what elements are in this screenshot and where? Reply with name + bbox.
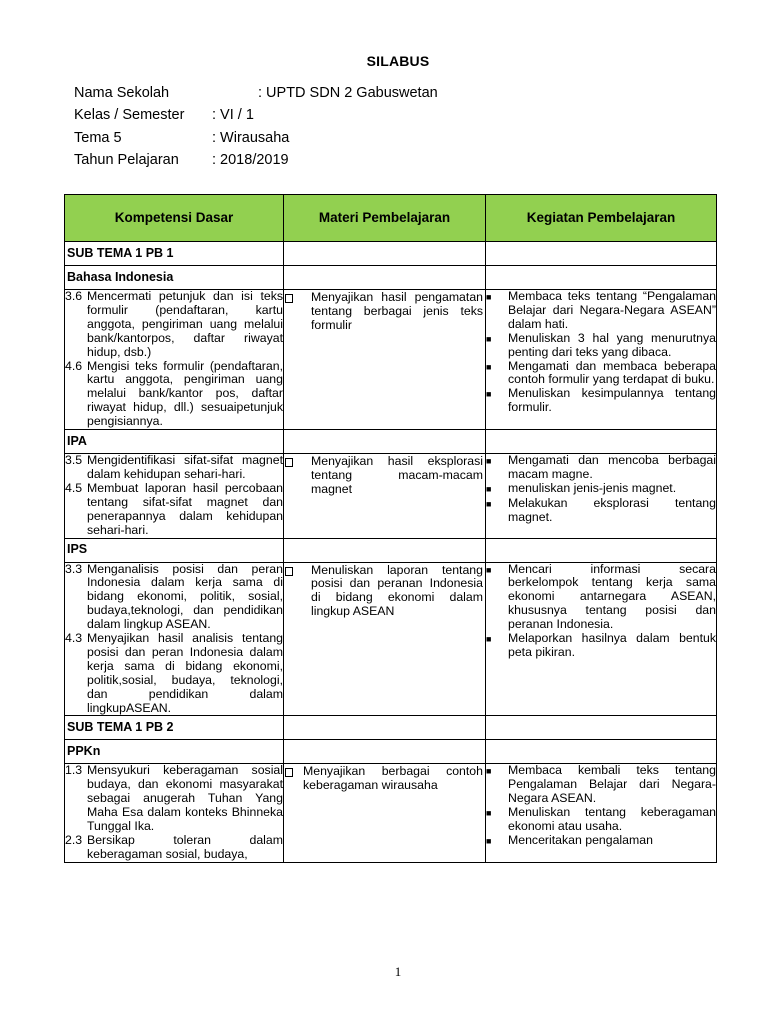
square-bullet-icon: ■ — [486, 292, 492, 302]
document-title: SILABUS — [366, 53, 430, 69]
list-item: ■ Mencari informasi secara berkelompok tentang kerja sama ekonomi antarnegara ASEAN, khususnya tentang posisi dan peranan Indonesia. — [486, 561, 716, 632]
info-label: Tahun Pelajaran — [74, 152, 179, 168]
kd-item — [65, 454, 283, 482]
subject-row-ipa — [65, 430, 717, 454]
kegiatan-cell — [486, 290, 717, 430]
square-bullet-icon: ■ — [486, 361, 492, 372]
subject-row-bahasa — [65, 266, 717, 290]
list-item: ■ Mengamati dan mencoba berbagai macam magne. — [486, 453, 716, 481]
materi-text: Menyajikan hasil eksplorasi tentang macam-macam magnet — [311, 454, 483, 496]
subject-label: Bahasa Indonesia — [65, 266, 284, 290]
kd-text: Mengisi teks formulir (pendaftaran, kartu anggota, pengiriman uang melalui bank/kantor pos, daftar riwayat hidup, dll.) sesuaipetunjuk pengisiannya. — [87, 358, 283, 429]
square-bullet-icon: ■ — [486, 483, 492, 494]
kd-number: 1.3 — [65, 763, 83, 778]
header-kompetensi-dasar: Kompetensi Dasar — [65, 195, 284, 242]
info-label: Kelas / Semester — [74, 107, 185, 123]
kd-text: Membuat laporan hasil percobaan tentang sifat-sifat magnet dan penerapannya dalam kehidupan sehari-hari. — [87, 480, 283, 537]
list-item: ■ Melaporkan hasilnya dalam bentuk peta pikiran. — [486, 631, 716, 659]
subject-row-ips — [65, 538, 717, 562]
kd-text: Menganalisis posisi dan peran Indonesia dalam kerja sama di bidang ekonomi, politik, sosial, budaya,teknologi, dan pendidikan dalam lingkup ASEAN. — [87, 561, 283, 632]
kd-text: Bersikap toleran dalam keberagaman sosial, budaya, — [87, 833, 283, 861]
kd-text: Mensyukuri keberagaman sosial budaya, dan ekonomi masyarakat sebagai anugerah Tuhan Yang Maha Esa dalam konteks Bhinneka Tunggal Ika. — [87, 763, 283, 834]
kompetensi-cell — [65, 562, 284, 716]
materi-cell — [284, 290, 486, 430]
kd-item — [65, 360, 283, 430]
kd-item — [65, 764, 283, 834]
content-row-ips — [65, 562, 717, 716]
content-row-ipa — [65, 454, 717, 538]
square-bullet-icon: ■ — [486, 766, 492, 777]
table-header-row — [65, 195, 717, 242]
square-bullet-icon: ■ — [486, 498, 492, 509]
list-item: ■ Membaca kembali teks tentang Pengalaman Belajar dari Negara-Negara ASEAN. — [486, 763, 716, 806]
square-bullet-icon: ■ — [486, 836, 492, 846]
info-value: : UPTD SDN 2 Gabuswetan — [258, 85, 438, 101]
subject-row-ppkn — [65, 740, 717, 764]
kd-number: 4.3 — [65, 631, 83, 646]
list-item: ■ Menuliskan 3 hal yang menurutnya penting dari teks yang dibaca. — [486, 330, 716, 359]
header-materi-pembelajaran: Materi Pembelajaran — [284, 195, 486, 242]
kd-item — [65, 563, 283, 633]
materi-text: Menyajikan hasil pengamatan tentang berbagai jenis teks formulir — [311, 290, 483, 332]
kompetensi-cell — [65, 454, 284, 538]
square-bullet-icon: ■ — [486, 634, 492, 645]
checkbox-glyph-icon — [285, 294, 293, 303]
materi-cell — [284, 454, 486, 538]
page-number: 1 — [394, 964, 402, 979]
subtema-row — [65, 716, 717, 740]
kd-number: 3.3 — [65, 561, 83, 576]
subtema-label: SUB TEMA 1 PB 2 — [65, 716, 284, 740]
checkbox-glyph-icon — [285, 567, 293, 576]
square-bullet-icon: ■ — [486, 456, 492, 467]
checkbox-glyph-icon — [285, 458, 293, 467]
square-bullet-icon: ■ — [486, 564, 492, 575]
kd-text: Mencermati petunjuk dan isi teks formulir (pendaftaran, kartu anggota, pengiriman uang melalui bank/kantorpos, daftar riwayat hidup, dsb.) — [87, 289, 283, 359]
materi-cell — [284, 764, 486, 862]
subject-label: PPKn — [65, 740, 284, 764]
info-value: : Wirausaha — [212, 130, 290, 146]
list-item: ■ Melakukan eksplorasi tentang magnet. — [486, 495, 716, 524]
content-row-bahasa — [65, 290, 717, 430]
kegiatan-cell — [486, 764, 717, 862]
kompetensi-cell — [65, 290, 284, 430]
kd-number: 3.5 — [65, 453, 83, 468]
kd-number: 4.5 — [65, 480, 83, 495]
subtema-row — [65, 242, 717, 266]
kegiatan-cell — [486, 454, 717, 538]
kd-number: 2.3 — [65, 833, 83, 847]
square-bullet-icon: ■ — [486, 389, 492, 400]
kd-item — [65, 482, 283, 538]
subject-label: IPA — [65, 430, 284, 454]
subject-label: IPS — [65, 538, 284, 562]
info-label: Tema 5 — [74, 130, 122, 146]
kegiatan-cell — [486, 562, 717, 716]
square-bullet-icon: ■ — [486, 808, 492, 819]
syllabus-table — [64, 194, 717, 863]
kd-text: Mengidentifikasi sifat-sifat magnet dalam kehidupan sehari-hari. — [87, 453, 283, 481]
square-bullet-icon: ■ — [486, 333, 492, 344]
list-item: ■ Menuliskan kesimpulannya tentang formulir. — [486, 386, 716, 415]
kd-number: 3.6 — [65, 289, 83, 303]
content-row-ppkn — [65, 764, 717, 862]
subtema-label: SUB TEMA 1 PB 1 — [65, 242, 284, 266]
kompetensi-cell — [65, 764, 284, 862]
materi-cell — [284, 562, 486, 716]
list-item: ■ Menceritakan pengalaman — [486, 833, 653, 847]
kd-item — [65, 632, 283, 715]
list-item: ■ Menuliskan tentang keberagaman ekonomi atau usaha. — [486, 805, 716, 834]
list-item: ■ menuliskan jenis-jenis magnet. — [486, 480, 677, 495]
materi-text: Menyajikan berbagai contoh keberagaman wirausaha — [303, 764, 483, 793]
checkbox-glyph-icon — [285, 768, 293, 777]
materi-text: Menuliskan laporan tentang posisi dan peranan Indonesia di bidang ekonomi dalam lingkup ASEAN — [311, 562, 483, 619]
kd-text: Menyajikan hasil analisis tentang posisi dan peran Indonesia dalam kerja sama di bidang ekonomi, politik,sosial, budaya, teknologi, dan pendidikan dalam lingkupASEAN. — [87, 631, 283, 715]
info-value: : 2018/2019 — [212, 152, 289, 168]
kd-item — [65, 834, 283, 862]
header-kegiatan-pembelajaran: Kegiatan Pembelajaran — [486, 195, 717, 242]
kd-item — [65, 290, 283, 360]
list-item: ■ Membaca teks tentang “Pengalaman Belajar dari Negara-Negara ASEAN” dalam hati. — [486, 289, 716, 331]
list-item: ■ Mengamati dan membaca beberapa contoh formulir yang terdapat di buku. — [486, 358, 716, 387]
info-value: : VI / 1 — [212, 107, 254, 123]
info-label: Nama Sekolah — [74, 85, 170, 101]
kd-number: 4.6 — [65, 358, 83, 373]
